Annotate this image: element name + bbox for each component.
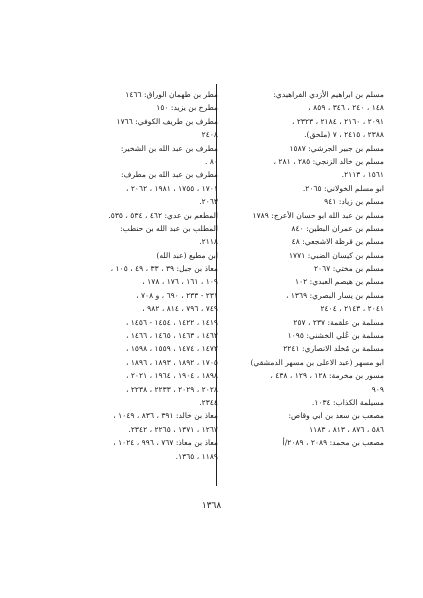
index-entry-line: مسلم بن عبد الله ابو حسان الأعرج: ١٧٨٩	[252, 210, 384, 220]
index-entry-line: ١٧٠٥ ، ١٨٩٢ ، ١٨٩٣ ، ١٨٩٦ ،	[125, 357, 218, 367]
index-entry-line: مسلم بن هيصم العبدي: ١٠٢	[294, 277, 384, 287]
index-entry-line: مسلمة بن علقمة: ٢٣٧ ، ٢٥٧	[293, 317, 384, 327]
index-entry-line: مسلم بن زياد: ٩٤١	[324, 197, 384, 207]
index-entry-line: مصعب بن سعد بن ابي وقاص:	[288, 411, 384, 421]
index-entry-line: ١٥٦١ ، ٢١١٣.	[341, 170, 384, 180]
index-entry-line: مسيلمة الكذاب: ١٠٣٤.	[311, 397, 384, 407]
index-entry-line: مصعب بن محمد: ٢٠٨٩ ، ٢٠٨٩/أ	[282, 438, 384, 448]
index-entry-line: مسلم بن جبير الجرشي: ١٥٨٧	[289, 143, 384, 153]
index-entry-line: ١٤٨ ، ٢٤٠ ، ٣٤٦ ، ٨٥٩ ،	[308, 103, 384, 113]
index-entry-line: مسلم بن كيسان الضبي: ١٧٧١	[288, 250, 384, 260]
index-entry-line: مسلم بن يسار البصري: ١٣٦٩ ،	[285, 290, 384, 300]
index-entry-line: مسور بن مخرمة: ١٢٨ ، ١٢٩ ، ٤٣٨ ،	[270, 371, 384, 381]
index-entry-line: ٢٤٠٨	[201, 130, 218, 140]
index-column-right	[232, 88, 384, 450]
index-entry-line: معاذ بن خالد: ٣٩١ ، ٨٣٦ ، ١٠٤٩ ،	[113, 411, 218, 421]
index-entry-line: ١٧٠١ ، ١٧٥٥ ، ١٩٨١ ، ٢٠٦٢ ،	[125, 183, 218, 193]
index-entry-line: ٢٣٨٨ ، ٢٤١٥ ، ٧ (ملحق).	[304, 130, 384, 140]
index-entry-line: ٥٨٦ ، ٨٧٦ ، ٨١٣ ، ١١٨٣	[309, 424, 384, 434]
index-entry-line: ٨٠ .	[205, 156, 218, 166]
index-entry-line: المطعم بن عدي: ٤٦٢ ، ٥٣٤ ، ٥٣٥.	[108, 210, 218, 220]
index-entry-line: المطلب بن عبد الله بن حنطب:	[120, 223, 218, 233]
index-entry-line: مطرف بن طريف الكوفي: ١٧٦٦	[116, 116, 218, 126]
index-entry-line: مسلم بن خالد الزنجي: ٢٨٥ ، ٢٨١ ،	[273, 156, 384, 166]
index-entry-line: مسلم بن قرظة الاشجعي: ٤٨	[291, 237, 384, 247]
index-entry-line: ١٠٩ ، ١٦١ ، ١٧٦ ، ١٧٨ ،	[142, 277, 218, 287]
index-entry-line: مطر بن طهمان الوراق: ١٤٦٦	[125, 90, 218, 99]
index-entry-line: ١١٨٩ ، ١٣٦٥.	[175, 451, 218, 461]
index-entry-line: مسلمة بن عُلي الخشني: ١٠٩٥	[287, 331, 384, 341]
index-entry-line: مسلم بن عمران البطين: ٨٤٠	[291, 223, 384, 233]
index-entry-line: ابو مسلم الخولاني: ٢٠٦٥.	[302, 183, 384, 193]
index-entry-line: ٢٠٦٣.	[199, 197, 218, 207]
index-entry-line: مطرح بن يزيد: ١٥٠	[156, 103, 218, 113]
index-entry-line: معاذ بن معاذ: ٧٦٧ ، ٩٩٦ ، ١٠٢٤ ،	[113, 438, 218, 448]
index-entry-line: مسلم بن مختي: ٢٠٦٧	[313, 264, 384, 274]
index-entry-line: ٢٠٤١ ، ٢١٤٣ ، ٢٤٠٤	[320, 304, 384, 314]
index-entry-line: ١٢٦٧ ، ١٣٧١ ، ٢٢٦٥ ، ٢٣٤٢.	[128, 424, 218, 434]
index-entry-line: ١٨٩٨ ، ١٩٠٤ ، ١٩٦٤ ، ٢٠٢١ ،	[125, 371, 218, 381]
index-column-left	[66, 88, 218, 463]
index-entry-line: ابن مطيع (عبد الله)	[156, 250, 218, 260]
index-entry-line: ٢١١٨.	[199, 237, 218, 247]
index-entry-line: ١٤١٩ ، ١٤٢٢ ، ١٤٥٤ - ١٤٥٦ ،	[125, 317, 218, 327]
index-entry-line: ابو مسهر (عبد الاعلى بن مسهر الدمشقي)	[250, 357, 384, 367]
index-entry-line: ١٤٦٢ ، ١٤٦٣ ، ١٤٦٥ ، ١٤٦٦ ،	[125, 331, 218, 341]
index-entry-line: ٧٤٩ ، ٧٩٦ ، ٨١٤ ، ٩٨٢ ،	[142, 304, 218, 314]
index-entry-line: ١٤٧٢ ، ١٤٧٤ ، ١٥٥٩ ، ١٥٩٨ ،	[125, 344, 218, 354]
index-entry-line: معاذ بن جبل: ٣٩ ، ٣٣ ، ٤٩ ، ١٠٥ ،	[110, 264, 218, 274]
index-entry-line: مسلمة بن مُخلد الانصاري: ٢٢٤١	[283, 344, 384, 354]
index-entry-line: ٢٣١ - ٢٣٣ ، ٦٩٠ ، و ٧٠٨ ،	[136, 290, 218, 300]
index-entry-line: مسلم بن ابراهيم الأزدي الفراهيدي:	[273, 90, 384, 99]
index-entry-line: مطرف بن عبد الله بن الشخير:	[120, 143, 218, 153]
index-entry-line: مطرف بن عبد الله بن مطرف:	[121, 170, 218, 180]
page-number: ١٣٦٨	[201, 501, 222, 511]
index-entry-line: ٢٣٤٤.	[199, 397, 218, 407]
index-entry-line: ٢٠٩١ ، ٢١٦٠ ، ٢١٨٤ ، ٢٣٢٣ ،	[291, 116, 384, 126]
index-entry-line: ٩٠٩	[371, 384, 384, 394]
index-entry-line: ٢٠٢٨ ، ٢٠٢٩ ، ٢٢٣٣ ، ٢٢٣٨ ،	[125, 384, 218, 394]
